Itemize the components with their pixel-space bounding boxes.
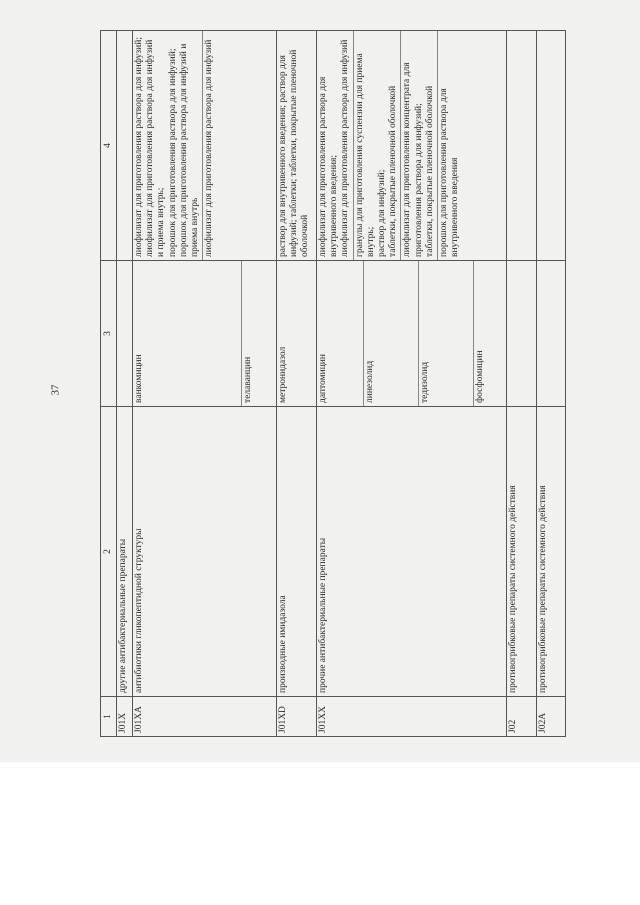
drug-cell bbox=[133, 261, 277, 407]
drug-name: метронидазол bbox=[277, 261, 317, 407]
group-name: производные имидазола bbox=[277, 407, 317, 697]
atc-code: J01XD bbox=[277, 697, 317, 737]
dosage-form: раствор для инфузий; bbox=[377, 169, 388, 257]
table-row bbox=[277, 31, 317, 737]
table-header-row bbox=[101, 31, 117, 737]
group-name: противогрибковые препараты системного действия bbox=[537, 407, 566, 697]
dosage-form: раствор для внутривенного введения; раствор для инфузий; таблетки; таблетки, покрытые пленочной оболочкой bbox=[277, 31, 317, 261]
table-row bbox=[507, 31, 537, 737]
dosage-form: лиофилизат для приготовления раствора для инфузий bbox=[340, 39, 351, 257]
atc-code: J02A bbox=[537, 697, 566, 737]
dosage-form: гранулы для приготовления суспензии для приема внутрь; bbox=[354, 53, 376, 257]
atc-code: J02 bbox=[507, 697, 537, 737]
dosage-form: лиофилизат для приготовления раствора для инфузий bbox=[204, 39, 215, 257]
atc-code: J01XX bbox=[317, 697, 507, 737]
drug-name: линезолид bbox=[365, 360, 375, 403]
dosage-form: таблетки, покрытые пленочной оболочкой bbox=[388, 85, 399, 257]
drug-cell bbox=[317, 261, 507, 407]
rotated-content bbox=[100, 31, 565, 737]
forms-cell bbox=[317, 31, 507, 261]
table-row bbox=[117, 31, 133, 737]
dosage-form: порошок для приготовления раствора для инфузий и приема внутрь bbox=[178, 43, 201, 257]
dosage-form: порошок для приготовления раствора для внутривенного введения bbox=[439, 88, 461, 257]
group-name: противогрибковые препараты системного действия bbox=[507, 407, 537, 697]
group-name: прочие антибактериальные препараты bbox=[317, 407, 507, 697]
table-row bbox=[537, 31, 566, 737]
table-row bbox=[133, 31, 277, 737]
group-name: антибиотики гликопептидной структуры bbox=[133, 407, 277, 697]
header-col-2: 2 bbox=[101, 407, 117, 697]
header-col-1: 1 bbox=[101, 697, 117, 737]
dosage-form: лиофилизат для приготовления раствора для инфузий; лиофилизат для приготовления раствора для инфузий и приема внутрь; bbox=[134, 37, 167, 257]
drug-name: ванкомицин bbox=[134, 354, 144, 403]
atc-code: J01X bbox=[117, 697, 133, 737]
group-name: другие антибактериальные препараты bbox=[117, 407, 133, 697]
drug-name: фосфомицин bbox=[475, 350, 485, 403]
table-row bbox=[317, 31, 507, 737]
drug-table bbox=[100, 30, 566, 737]
page-number: 37 bbox=[49, 384, 62, 396]
drug-name: даптомицин bbox=[318, 354, 328, 403]
forms-cell bbox=[133, 31, 277, 261]
dosage-form: лиофилизат для приготовления концентрата для приготовления раствора для инфузий; bbox=[402, 62, 424, 257]
dosage-form: лиофилизат для приготовления раствора для внутривенного введения; bbox=[318, 76, 340, 257]
drug-name: телаванцин bbox=[243, 356, 253, 403]
dosage-form: порошок для приготовления раствора для инфузий; bbox=[167, 48, 178, 257]
atc-code: J01XA bbox=[133, 697, 277, 737]
header-col-3: 3 bbox=[101, 261, 117, 407]
drug-name: тедизолид bbox=[420, 361, 430, 403]
header-col-4: 4 bbox=[101, 31, 117, 261]
dosage-form: таблетки, покрытые пленочной оболочкой bbox=[424, 85, 435, 257]
